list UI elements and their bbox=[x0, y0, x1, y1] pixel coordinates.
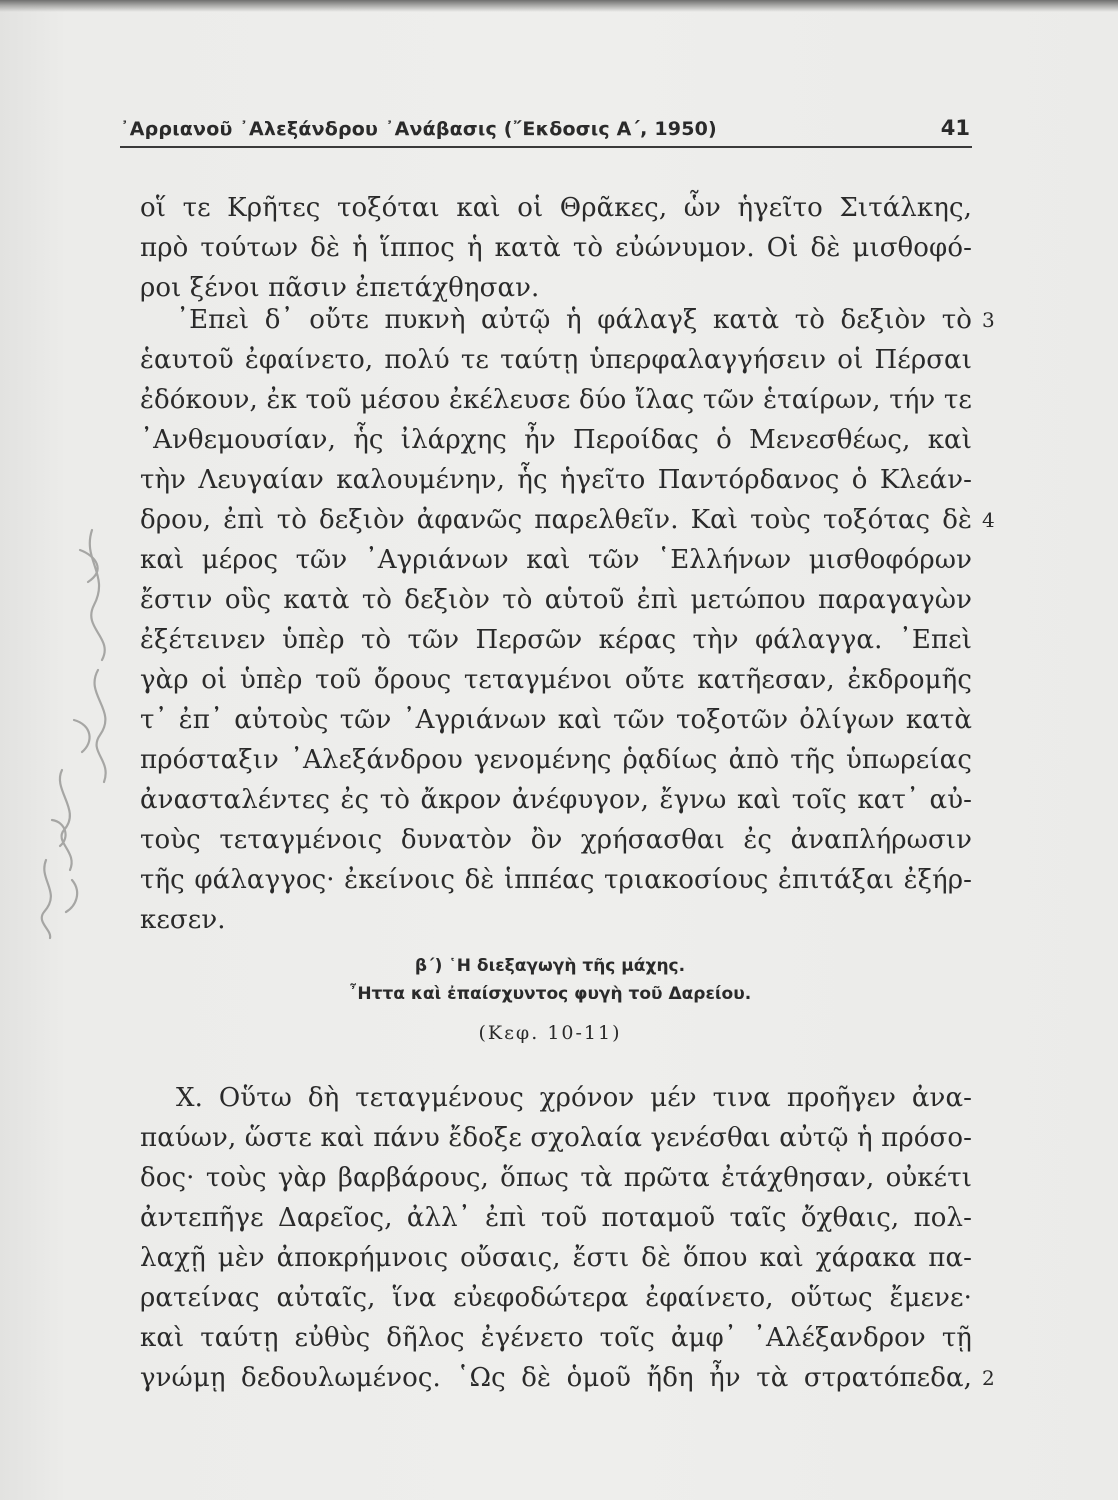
text-line: τῆς φάλαγγος· ἐκείνοις δὲ ἱππέας τριακοσίους ἐπιτάξαι ἐξήρ- bbox=[140, 865, 972, 895]
page-number: 41 bbox=[940, 116, 970, 140]
text-line: οἵ τε Κρῆτες τοξόται καὶ οἱ Θρᾶκες, ὧν ἡγεῖτο Σιτάλκης, bbox=[140, 193, 972, 223]
text-line: ἔστιν οὓς κατὰ τὸ δεξιὸν τὸ αὑτοῦ ἐπὶ μετώπου παραγαγὼν bbox=[140, 585, 972, 615]
text-line: λαχῇ μὲν ἀποκρήμνοις οὔσαις, ἔστι δὲ ὅπου καὶ χάρακα πα- bbox=[140, 1243, 972, 1273]
text-line: τοὺς τεταγμένοις δυνατὸν ὂν χρήσασθαι ἐς ἀναπλήρωσιν bbox=[140, 825, 972, 855]
header-title: ᾿Αρριανοῦ ᾿Αλεξάνδρου ᾿Ανάβασις (῎Εκδοσις Α΄, 1950) bbox=[120, 118, 717, 140]
text-line: γὰρ οἱ ὑπὲρ τοῦ ὄρους τεταγμένοι οὔτε κατῆεσαν, ἐκδρομῆς bbox=[140, 665, 972, 695]
text-line: ἀνασταλέντες ἐς τὸ ἄκρον ἀνέφυγον, ἔγνω καὶ τοῖς κατ᾿ αὐ- bbox=[140, 785, 972, 815]
running-header bbox=[120, 116, 972, 148]
text-line: ᾿Ανθεμουσίαν, ἧς ἰλάρχης ἦν Περοίδας ὁ Μενεσθέως, καὶ bbox=[140, 425, 972, 455]
text-line: ρατείνας αὐταῖς, ἵνα εὐεφοδώτερα ἐφαίνετο, οὕτως ἔμενε· bbox=[140, 1283, 972, 1313]
text-line: ροι ξένοι πᾶσιν ἐπετάχθησαν. bbox=[140, 273, 540, 303]
text-line: καὶ ταύτῃ εὐθὺς δῆλος ἐγένετο τοῖς ἀμφ᾿ ᾿Αλέξανδρον τῇ bbox=[140, 1323, 972, 1353]
margin-handwriting-scribble bbox=[22, 520, 132, 940]
text-line: X. Οὕτω δὴ τεταγμένους χρόνον μέν τινα προῆγεν ἀνα- bbox=[176, 1083, 972, 1113]
section-subheading: ῏Ηττα καὶ ἐπαίσχυντος φυγὴ τοῦ Δαρείου. bbox=[348, 984, 752, 1004]
scan-edge-shadow bbox=[0, 0, 1118, 12]
text-line: γνώμῃ δεδουλωμένος. ῾Ως δὲ ὁμοῦ ἤδη ἦν τὰ στρατόπεδα, bbox=[140, 1363, 972, 1393]
text-line: ἐξέτεινεν ὑπὲρ τὸ τῶν Περσῶν κέρας τὴν φάλαγγα. ᾿Επεὶ bbox=[140, 625, 972, 655]
text-line: ἀντεπῆγε Δαρεῖος, ἀλλ᾿ ἐπὶ τοῦ ποταμοῦ ταῖς ὄχθαις, πολ- bbox=[140, 1203, 972, 1233]
text-line: πρὸ τούτων δὲ ἡ ἵππος ἡ κατὰ τὸ εὐώνυμον. Οἱ δὲ μισθοφό- bbox=[140, 233, 972, 263]
text-line: τ᾿ ἐπ᾿ αὐτοὺς τῶν ᾿Αγριάνων καὶ τῶν τοξοτῶν ὀλίγων κατὰ bbox=[140, 705, 972, 735]
chapter-reference: (Κεφ. 10-11) bbox=[478, 1022, 622, 1044]
text-line: δος· τοὺς γὰρ βαρβάρους, ὅπως τὰ πρῶτα ἐτάχθησαν, οὐκέτι bbox=[140, 1163, 972, 1193]
text-line: καὶ μέρος τῶν ᾿Αγριάνων καὶ τῶν ῾Ελλήνων μισθοφόρων bbox=[140, 545, 972, 575]
section-heading: β΄) ῾Η διεξαγωγὴ τῆς μάχης. bbox=[414, 956, 686, 976]
text-line: ᾿Επεὶ δ᾿ οὔτε πυκνὴ αὐτῷ ἡ φάλαγξ κατὰ τὸ δεξιὸν τὸ bbox=[176, 305, 972, 335]
margin-section-number: 3 bbox=[982, 308, 995, 332]
text-line: πρόσταξιν ᾿Αλεξάνδρου γενομένης ῥᾳδίως ἀπὸ τῆς ὑπωρείας bbox=[140, 745, 972, 775]
text-line: παύων, ὥστε καὶ πάνυ ἔδοξε σχολαία γενέσθαι αὐτῷ ἡ πρόσο- bbox=[140, 1123, 972, 1153]
text-line: κεσεν. bbox=[140, 905, 226, 935]
text-line: ἑαυτοῦ ἐφαίνετο, πολύ τε ταύτῃ ὑπερφαλαγγήσειν οἱ Πέρσαι bbox=[140, 345, 972, 375]
text-line: δρου, ἐπὶ τὸ δεξιὸν ἀφανῶς παρελθεῖν. Καὶ τοὺς τοξότας δὲ bbox=[140, 505, 972, 535]
margin-section-number: 2 bbox=[982, 1366, 995, 1390]
text-line: ἐδόκουν, ἐκ τοῦ μέσου ἐκέλευσε δύο ἴλας τῶν ἑταίρων, τήν τε bbox=[140, 385, 972, 415]
text-line: τὴν Λευγαίαν καλουμένην, ἧς ἡγεῖτο Παντόρδανος ὁ Κλεάν- bbox=[140, 465, 972, 495]
margin-section-number: 4 bbox=[982, 508, 995, 532]
